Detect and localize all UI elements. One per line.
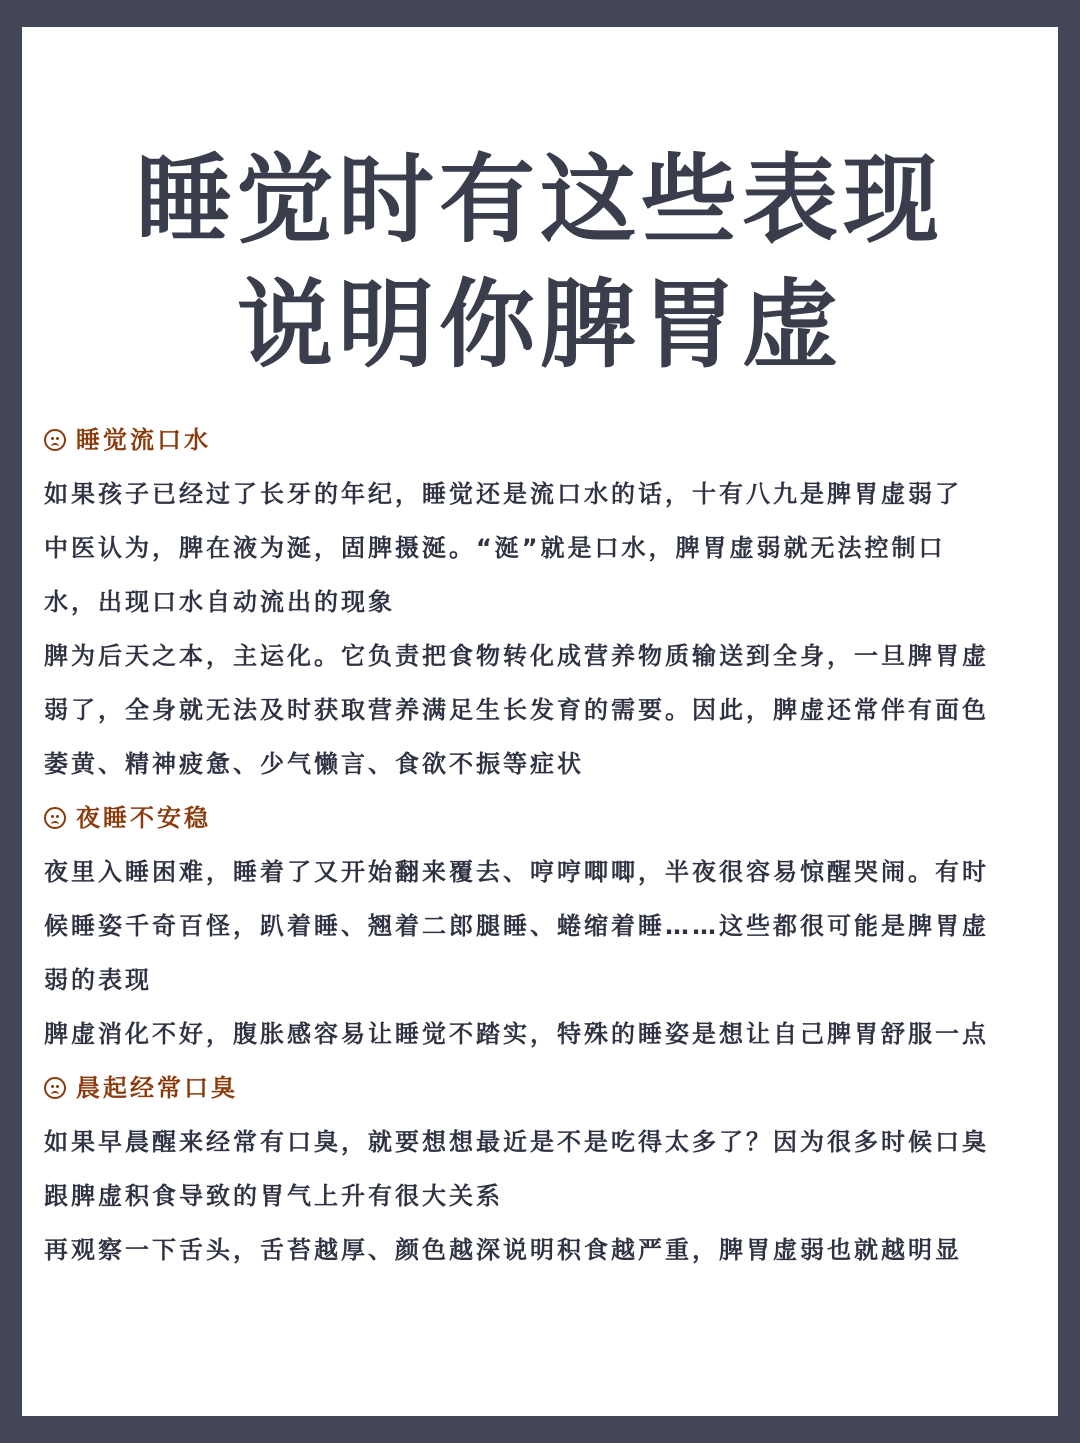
frown-face-icon <box>44 807 66 829</box>
paragraph-line: 再观察一下舌头，舌苔越厚、颜色越深说明积食越严重，脾胃虚弱也就越明显 <box>44 1236 962 1264</box>
paragraph-line: 候睡姿千奇百怪，趴着睡、翘着二郎腿睡、蜷缩着睡……这些都很可能是脾胃虚 <box>44 912 989 940</box>
page-title <box>0 138 1080 388</box>
title-line-2: 说明你脾胃虚 <box>237 269 843 381</box>
paragraph-line: 夜里入睡困难，睡着了又开始翻来覆去、哼哼唧唧，半夜很容易惊醒哭闹。有时 <box>44 858 989 886</box>
section-heading <box>44 1061 1044 1115</box>
paragraph-line: 萎黄、精神疲惫、少气懒言、食欲不振等症状 <box>44 750 584 778</box>
paragraph-line: 脾虚消化不好，腹胀感容易让睡觉不踏实，特殊的睡姿是想让自己脾胃舒服一点 <box>44 1020 989 1048</box>
section-heading-text: 睡觉流口水 <box>76 426 211 454</box>
paragraph-line: 中医认为，脾在液为涎，固脾摄涎。“涎”就是口水，脾胃虚弱就无法控制口 <box>44 534 946 562</box>
section-heading <box>44 413 1044 467</box>
article-body <box>44 413 1044 1277</box>
paragraph-line: 跟脾虚积食导致的胃气上升有很大关系 <box>44 1182 503 1210</box>
frown-face-icon <box>44 1077 66 1099</box>
title-line-1: 睡觉时有这些表现 <box>136 144 944 256</box>
paragraph-line: 如果孩子已经过了长牙的年纪，睡觉还是流口水的话，十有八九是脾胃虚弱了 <box>44 480 962 508</box>
paragraph-line: 脾为后天之本，主运化。它负责把食物转化成营养物质输送到全身，一旦脾胃虚 <box>44 642 989 670</box>
section-heading-text: 夜睡不安稳 <box>76 804 211 832</box>
section-heading <box>44 791 1044 845</box>
frown-face-icon <box>44 429 66 451</box>
section-heading-text: 晨起经常口臭 <box>76 1074 238 1102</box>
paragraph-line: 水，出现口水自动流出的现象 <box>44 588 395 616</box>
paragraph-line: 弱的表现 <box>44 966 152 994</box>
paragraph-line: 如果早晨醒来经常有口臭，就要想想最近是不是吃得太多了？因为很多时候口臭 <box>44 1128 989 1156</box>
paragraph-line: 弱了，全身就无法及时获取营养满足生长发育的需要。因此，脾虚还常伴有面色 <box>44 696 989 724</box>
